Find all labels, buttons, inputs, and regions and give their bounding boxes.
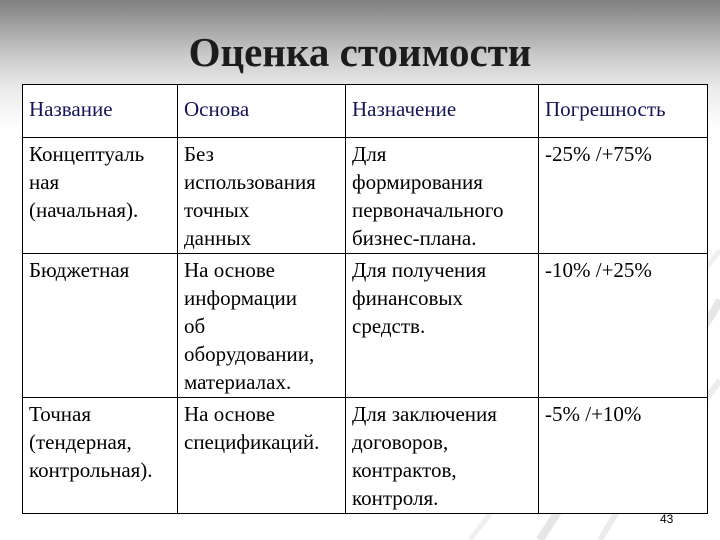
cell-error [539, 138, 708, 254]
cell-line: Для [352, 142, 387, 166]
cell-line: договоров, [352, 430, 449, 454]
cell-line: контрольная). [29, 458, 153, 482]
cell-purpose [346, 138, 539, 254]
cell-name [23, 254, 178, 398]
cell-line: об [184, 314, 206, 338]
cell-line: использования [184, 170, 316, 194]
table-header-row [23, 85, 708, 138]
table-row [23, 138, 708, 254]
cell-line: Точная [29, 402, 91, 426]
cell-line: -5% /+10% [545, 402, 642, 426]
cell-line: спецификаций. [184, 430, 320, 454]
cell-line: -25% /+75% [545, 142, 652, 166]
header-name: Название [23, 85, 178, 138]
cell-line: -10% /+25% [545, 258, 652, 282]
cell-line: материалах. [184, 370, 292, 394]
cell-purpose [346, 254, 539, 398]
cell-line: контроля. [352, 486, 439, 510]
cell-line: Для заключения [352, 402, 497, 426]
cell-line: На основе [184, 402, 275, 426]
table-row [23, 398, 708, 514]
cell-error [539, 398, 708, 514]
cell-error [539, 254, 708, 398]
cell-basis [178, 138, 346, 254]
cell-basis [178, 398, 346, 514]
slide-title: Оценка стоимости [188, 29, 532, 75]
cell-line: (тендерная, [29, 430, 132, 454]
cell-line: финансовых [352, 286, 463, 310]
cell-line: первоначального [352, 198, 504, 222]
cell-line: данных [184, 226, 252, 250]
table-row [23, 254, 708, 398]
cell-line: Бюджетная [29, 258, 130, 282]
cell-line: бизнес-плана. [352, 226, 477, 250]
cell-line: ная [29, 170, 60, 194]
cell-line: На основе [184, 258, 275, 282]
cell-line: формирования [352, 170, 483, 194]
cell-line: информации [184, 286, 297, 310]
cell-line: оборудовании, [184, 342, 315, 366]
header-purpose: Назначение [346, 85, 539, 138]
cell-line: контрактов, [352, 458, 457, 482]
cell-line: Для получения [352, 258, 487, 282]
cell-line: точных [184, 198, 250, 222]
header-error: Погрешность [539, 85, 708, 138]
page-number: 43 [660, 512, 674, 526]
cell-purpose [346, 398, 539, 514]
cell-name [23, 398, 178, 514]
cell-line: (начальная). [29, 198, 139, 222]
cost-estimate-table [22, 84, 708, 514]
cell-name [23, 138, 178, 254]
cell-line: Без [184, 142, 214, 166]
cell-line: Концептуаль [29, 142, 145, 166]
cell-basis [178, 254, 346, 398]
header-basis: Основа [178, 85, 346, 138]
cell-line: средств. [352, 314, 426, 338]
